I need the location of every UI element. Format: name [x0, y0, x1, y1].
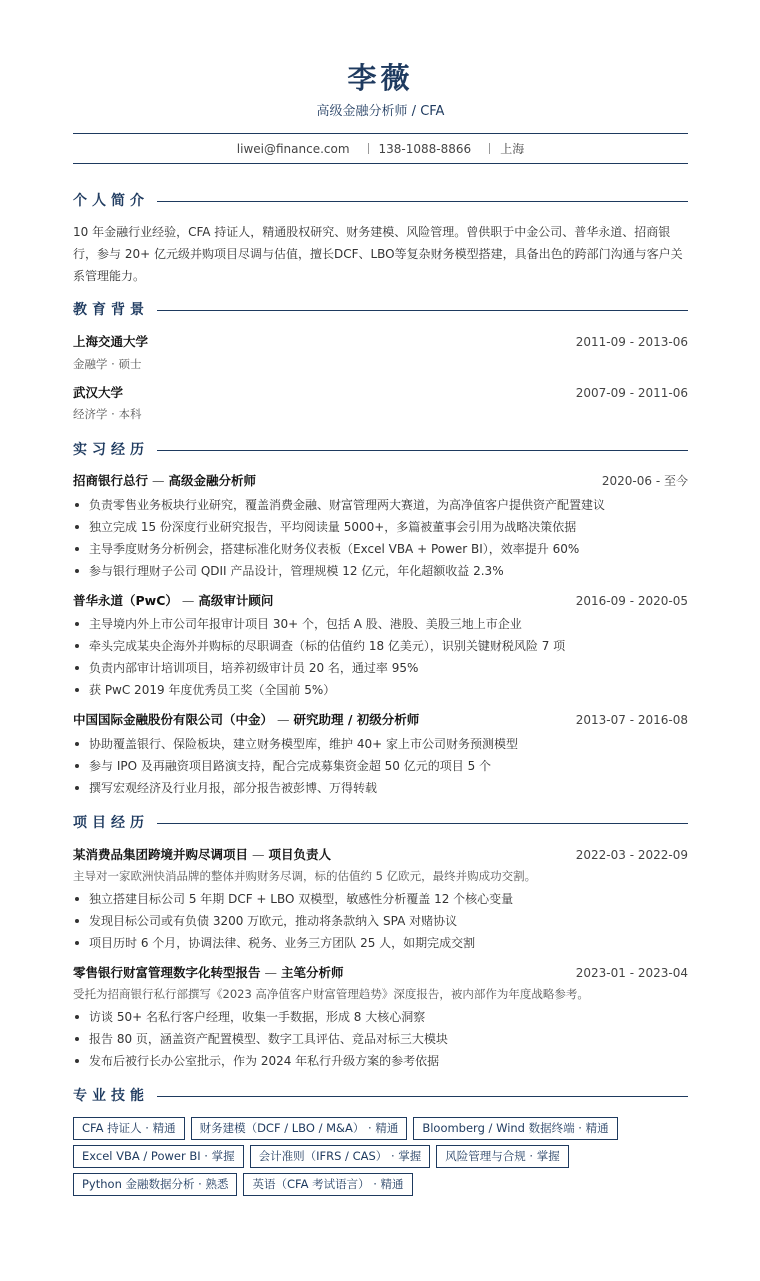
- project-description: 受托为招商银行私行部撰写《2023 高净值客户财富管理趋势》深度报告，被内部作为年度战略参考。: [73, 987, 589, 1001]
- skill-row: [73, 1145, 688, 1168]
- experience-dates: 2020-06 - 至今: [601, 474, 688, 488]
- job-role: 高级审计顾问: [198, 593, 274, 608]
- experience-bullets: [73, 613, 688, 701]
- employer-name: 招商银行总行: [73, 473, 149, 488]
- project-description: 主导对一家欧洲快消品牌的整体并购财务尽调，标的估值约 5 亿欧元，最终并购成功交割。: [73, 869, 537, 883]
- list-item: 负责内部审计培训项目，培养初级审计员 20 名，通过率 95%: [73, 657, 688, 679]
- experience-bullets: [73, 733, 688, 799]
- section-rule: [73, 1096, 688, 1097]
- education-item: [73, 332, 688, 352]
- project-item: 某消费品集团跨境并购尽调项目 — 项目负责人 2022-03 - 2022-09: [73, 845, 688, 865]
- list-item: 发现目标公司或有负债 3200 万欧元，推动将条款纳入 SPA 对赌协议: [73, 910, 688, 932]
- list-item: 访谈 50+ 名私行客户经理，收集一手数据，形成 8 大核心洞察: [73, 1006, 688, 1028]
- skill-tag: 风险管理与合规 · 掌握: [436, 1145, 568, 1168]
- project-dates: 2022-03 - 2022-09: [575, 848, 688, 862]
- degree: 金融学 · 硕士: [73, 357, 142, 371]
- section-title: 项目经历: [73, 813, 157, 833]
- section-projects-heading: [73, 813, 688, 833]
- skill-tag: Bloomberg / Wind 数据终端 · 精通: [413, 1117, 617, 1140]
- list-item: 主导境内外上市公司年报审计项目 30+ 个，包括 A 股、港股、美股三地上市企业: [73, 613, 688, 635]
- list-item: 参与 IPO 及再融资项目路演支持，配合完成募集资金超 50 亿元的项目 5 个: [73, 755, 688, 777]
- skill-tag: 财务建模（DCF / LBO / M&A） · 精通: [191, 1117, 408, 1140]
- section-title: 个人简介: [73, 191, 157, 211]
- experience-item: 招商银行总行 — 高级金融分析师 2020-06 - 至今: [73, 471, 688, 491]
- experience-dates: 2013-07 - 2016-08: [575, 713, 688, 727]
- candidate-name: 李薇: [347, 61, 414, 95]
- job-role: 研究助理 / 初级分析师: [293, 712, 420, 727]
- contact-bar: [73, 140, 688, 158]
- skill-tag: Excel VBA / Power BI · 掌握: [73, 1145, 244, 1168]
- list-item: 获 PwC 2019 年度优秀员工奖（全国前 5%）: [73, 679, 688, 701]
- school-name: 武汉大学: [73, 385, 124, 400]
- list-item: 主导季度财务分析例会，搭建标准化财务仪表板（Excel VBA + Power BI），效率提升 60%: [73, 538, 688, 560]
- project-name: 某消费品集团跨境并购尽调项目: [73, 847, 249, 862]
- employer-name: 中国国际金融股份有限公司（中金）: [73, 712, 274, 727]
- section-summary-heading: [73, 191, 688, 211]
- list-item: 独立搭建目标公司 5 年期 DCF + LBO 双模型，敏感性分析覆盖 12 个核心变量: [73, 888, 688, 910]
- section-title: 教育背景: [73, 300, 157, 320]
- list-item: 独立完成 15 份深度行业研究报告，平均阅读量 5000+，多篇被董事会引用为战略决策依据: [73, 516, 688, 538]
- skill-row: [73, 1117, 688, 1140]
- candidate-title: 高级金融分析师 / CFA: [316, 104, 445, 119]
- education-dates: 2011-09 - 2013-06: [575, 335, 688, 349]
- section-title: 专业技能: [73, 1086, 157, 1106]
- project-role: 项目负责人: [268, 847, 332, 862]
- list-item: 参与银行理财子公司 QDII 产品设计，管理规模 12 亿元，年化超额收益 2.3%: [73, 560, 688, 582]
- project-item: 零售银行财富管理数字化转型报告 — 主笔分析师 2023-01 - 2023-04: [73, 963, 688, 983]
- skill-tag: 会计准则（IFRS / CAS） · 掌握: [250, 1145, 431, 1168]
- school-name: 上海交通大学: [73, 334, 149, 349]
- contact-location: 上海: [500, 142, 525, 156]
- header-top-rule: [73, 133, 688, 134]
- education-dates: 2007-09 - 2011-06: [575, 386, 688, 400]
- contact-divider: [489, 143, 490, 154]
- list-item: 报告 80 页，涵盖资产配置模型、数字工具评估、竞品对标三大模块: [73, 1028, 688, 1050]
- experience-bullets: [73, 494, 688, 582]
- skills-list: [73, 1117, 688, 1201]
- project-role: 主笔分析师: [281, 965, 344, 980]
- section-education-heading: [73, 300, 688, 320]
- list-item: 项目历时 6 个月，协调法律、税务、业务三方团队 25 人，如期完成交割: [73, 932, 688, 954]
- education-item: [73, 383, 688, 403]
- list-item: 发布后被行长办公室批示，作为 2024 年私行升级方案的参考依据: [73, 1050, 688, 1072]
- project-dates: 2023-01 - 2023-04: [575, 966, 688, 980]
- job-role: 高级金融分析师: [168, 473, 257, 488]
- project-name: 零售银行财富管理数字化转型报告: [73, 965, 261, 980]
- skill-row: [73, 1173, 688, 1196]
- employer-name: 普华永道（PwC）: [73, 593, 178, 608]
- list-item: 牵头完成某央企海外并购标的尽职调查（标的估值约 18 亿美元），识别关键财税风险 7 项: [73, 635, 688, 657]
- experience-item: 普华永道（PwC） — 高级审计顾问 2016-09 - 2020-05: [73, 591, 688, 611]
- section-experience-heading: [73, 440, 688, 460]
- list-item: 撰写宏观经济及行业月报，部分报告被彭博、万得转载: [73, 777, 688, 799]
- section-skills-heading: [73, 1086, 688, 1106]
- skill-tag: 英语（CFA 考试语言） · 精通: [243, 1173, 412, 1196]
- degree: 经济学 · 本科: [73, 407, 142, 421]
- experience-item: 中国国际金融股份有限公司（中金） — 研究助理 / 初级分析师 2013-07 - 2016-08: [73, 710, 688, 730]
- section-rule: [73, 450, 688, 451]
- project-bullets: [73, 1006, 688, 1072]
- experience-dates: 2016-09 - 2020-05: [575, 594, 688, 608]
- header-bottom-rule: [73, 163, 688, 164]
- contact-phone: 138-1088-8866: [378, 142, 472, 156]
- list-item: 协助覆盖银行、保险板块，建立财务模型库，维护 40+ 家上市公司财务预测模型: [73, 733, 688, 755]
- list-item: 负责零售业务板块行业研究，覆盖消费金融、财富管理两大赛道，为高净值客户提供资产配置建议: [73, 494, 688, 516]
- contact-divider: [368, 143, 369, 154]
- section-rule: [73, 823, 688, 824]
- section-rule: [73, 201, 688, 202]
- summary-text: 10 年金融行业经验，CFA 持证人，精通股权研究、财务建模、风险管理。曾供职于中金公司、普华永道、招商银行，参与 20+ 亿元级并购项目尽调与估值，擅长DCF、LBO等复杂财务模型搭建，具备出色的跨部门沟通与客户关系管理能力。: [73, 225, 683, 283]
- section-title: 实习经历: [73, 440, 157, 460]
- section-rule: [73, 310, 688, 311]
- contact-email: liwei@finance.com: [236, 142, 350, 156]
- skill-tag: CFA 持证人 · 精通: [73, 1117, 185, 1140]
- project-bullets: [73, 888, 688, 954]
- skill-tag: Python 金融数据分析 · 熟悉: [73, 1173, 237, 1196]
